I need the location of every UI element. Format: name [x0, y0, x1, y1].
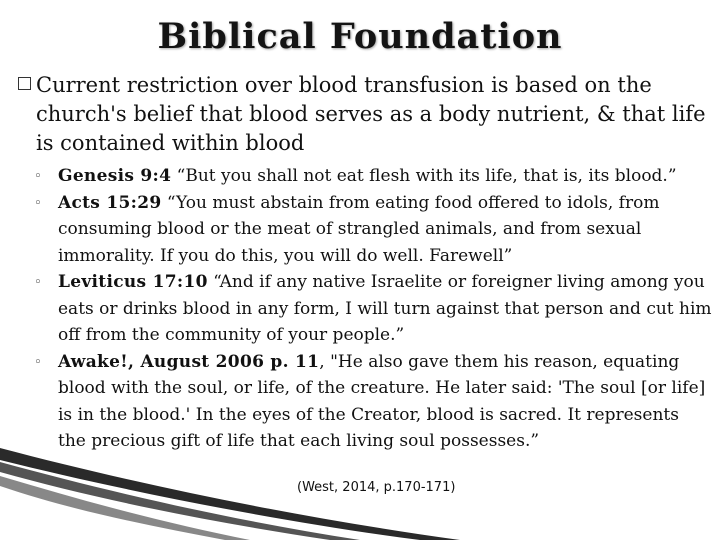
scripture-reference: Awake!, August 2006 p. 11 [58, 351, 320, 372]
scripture-list [34, 163, 712, 455]
scripture-reference: Leviticus 17:10 [58, 272, 208, 292]
list-item [34, 163, 712, 190]
list-item [34, 190, 712, 270]
scripture-reference: Acts 15:29 [58, 192, 162, 213]
scripture-quote: “You must abstain from eating food offered to idols, from consuming blood or the meat of strangled animals, and from sexual immorality. If you do this, you will do well. Farewell” [58, 192, 660, 266]
main-bullet-text: Current restriction over blood transfusion is based on the church's belief that blood serves as a body nutrient, & that life is contained within blood [36, 73, 706, 155]
list-item [34, 349, 712, 455]
scripture-reference: Genesis 9:4 [58, 166, 172, 186]
citation: (West, 2014, p.170-171) [297, 480, 456, 495]
slide-title: Biblical Foundation [157, 16, 563, 57]
scripture-quote: “But you shall not eat flesh with its life, that is, its blood.” [171, 166, 677, 186]
main-bullet [18, 71, 708, 158]
ring-bullet-icon: ◦ [34, 195, 42, 211]
ring-bullet-icon: ◦ [34, 169, 42, 184]
list-item [34, 269, 712, 349]
checkbox-bullet-icon [18, 77, 31, 90]
scripture-quote: “And if any native Israelite or foreigner living among you eats or drinks blood in any form, I will turn against that person and cut him off from the community of your people.” [58, 272, 712, 345]
ring-bullet-icon: ◦ [34, 275, 42, 290]
scripture-quote: , "He also gave them his reason, equating blood with the soul, or life, of the creature. He later said: 'The soul [or life] is in the blood.' In the eyes of the Creator, blood is sacred. It represents the precious gift of life that each living soul possesses.” [58, 351, 706, 451]
ring-bullet-icon: ◦ [34, 354, 42, 370]
